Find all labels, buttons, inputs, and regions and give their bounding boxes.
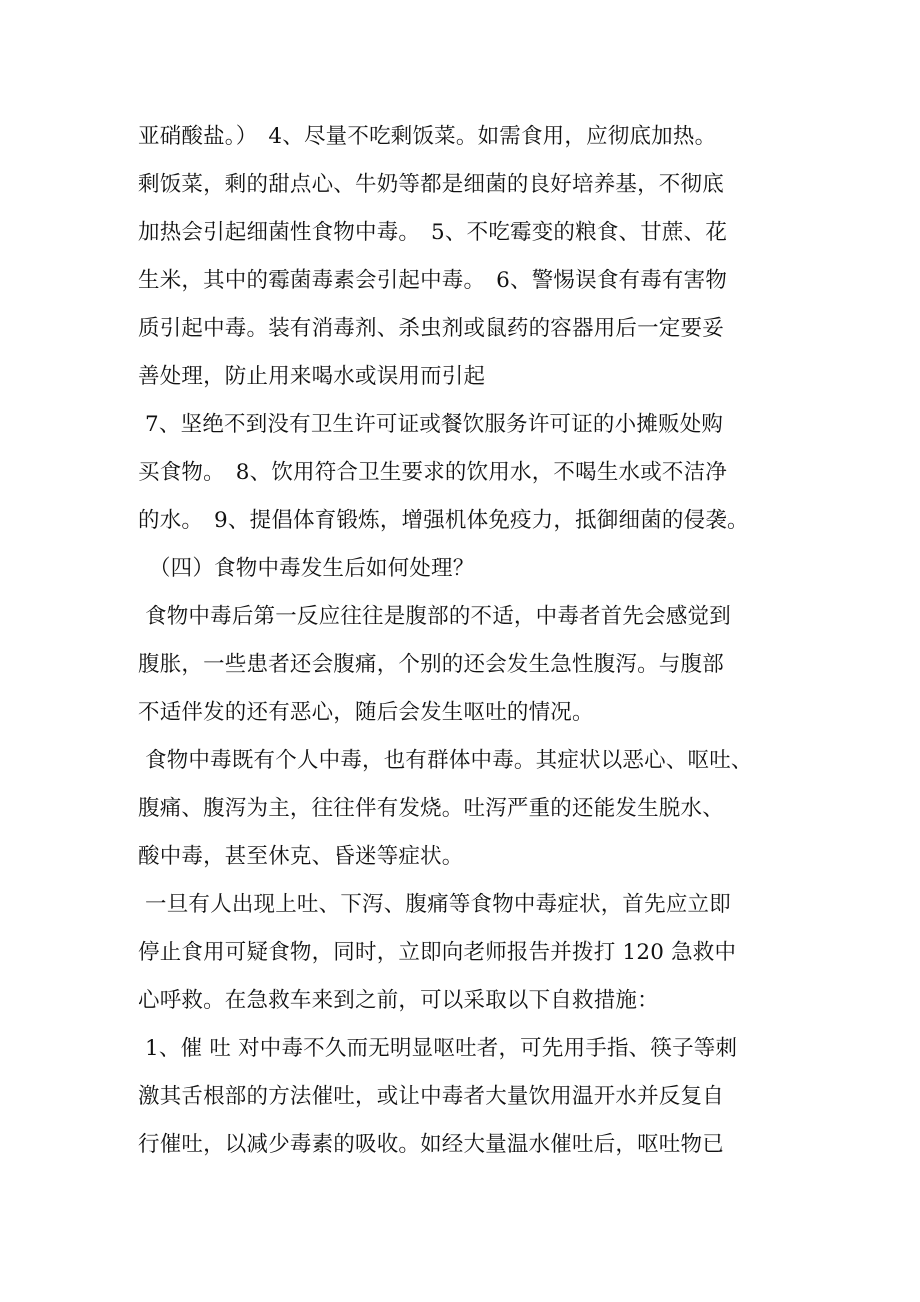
text-line: 买食物。 8、饮用符合卫生要求的饮用水，不喝生水或不洁净 <box>138 460 728 485</box>
text-line: 一旦有人出现上吐、下泻、腹痛等食物中毒症状，首先应立即 <box>138 892 731 917</box>
text-line: 剩饭菜，剩的甜点心、牛奶等都是细菌的良好培养基，不彻底 <box>138 172 724 197</box>
text-line: 质引起中毒。装有消毒剂、杀虫剂或鼠药的容器用后一定要妥 <box>138 316 724 341</box>
text-line: 的水。 9、提倡体育锻炼，增强机体免疫力，抵御细菌的侵袭。 <box>138 508 749 533</box>
text-line: 行催吐，以减少毒素的吸收。如经大量温水催吐后，呕吐物已 <box>138 1132 724 1157</box>
text-line: 酸中毒，甚至休克、昏迷等症状。 <box>138 844 464 869</box>
text-line: 食物中毒后第一反应往往是腹部的不适，中毒者首先会感觉到 <box>138 604 731 629</box>
text-line: 1、催 吐 对中毒不久而无明显呕吐者，可先用手指、筷子等刺 <box>138 1036 738 1061</box>
text-line: 腹胀，一些患者还会腹痛，个别的还会发生急性腹泻。与腹部 <box>138 652 724 677</box>
text-line: 善处理，防止用来喝水或误用而引起 <box>138 364 486 389</box>
text-line: 生米，其中的霉菌毒素会引起中毒。 6、警惕误食有毒有害物 <box>138 268 728 293</box>
text-line: 腹痛、腹泻为主，往往伴有发烧。吐泻严重的还能发生脱水、 <box>138 796 724 821</box>
text-line: 食物中毒既有个人中毒，也有群体中毒。其症状以恶心、呕吐、 <box>138 748 753 773</box>
text-line: 停止食用可疑食物，同时，立即向老师报告并拨打 120 急救中 <box>138 940 737 965</box>
text-line: 激其舌根部的方法催吐，或让中毒者大量饮用温开水并反复自 <box>138 1084 724 1109</box>
text-line: 不适伴发的还有恶心，随后会发生呕吐的情况。 <box>138 700 594 725</box>
text-line: 心呼救。在急救车来到之前，可以采取以下自救措施： <box>138 988 659 1013</box>
text-line: 加热会引起细菌性食物中毒。 5、不吃霉变的粮食、甘蔗、花 <box>138 220 728 245</box>
text-line: 亚硝酸盐。） 4、尽量不吃剩饭菜。如需食用，应彻底加热。 <box>138 124 717 149</box>
section-heading: （四）食物中毒发生后如何处理？ <box>138 556 475 581</box>
text-line: 7、坚绝不到没有卫生许可证或餐饮服务许可证的小摊贩处购 <box>138 412 724 437</box>
